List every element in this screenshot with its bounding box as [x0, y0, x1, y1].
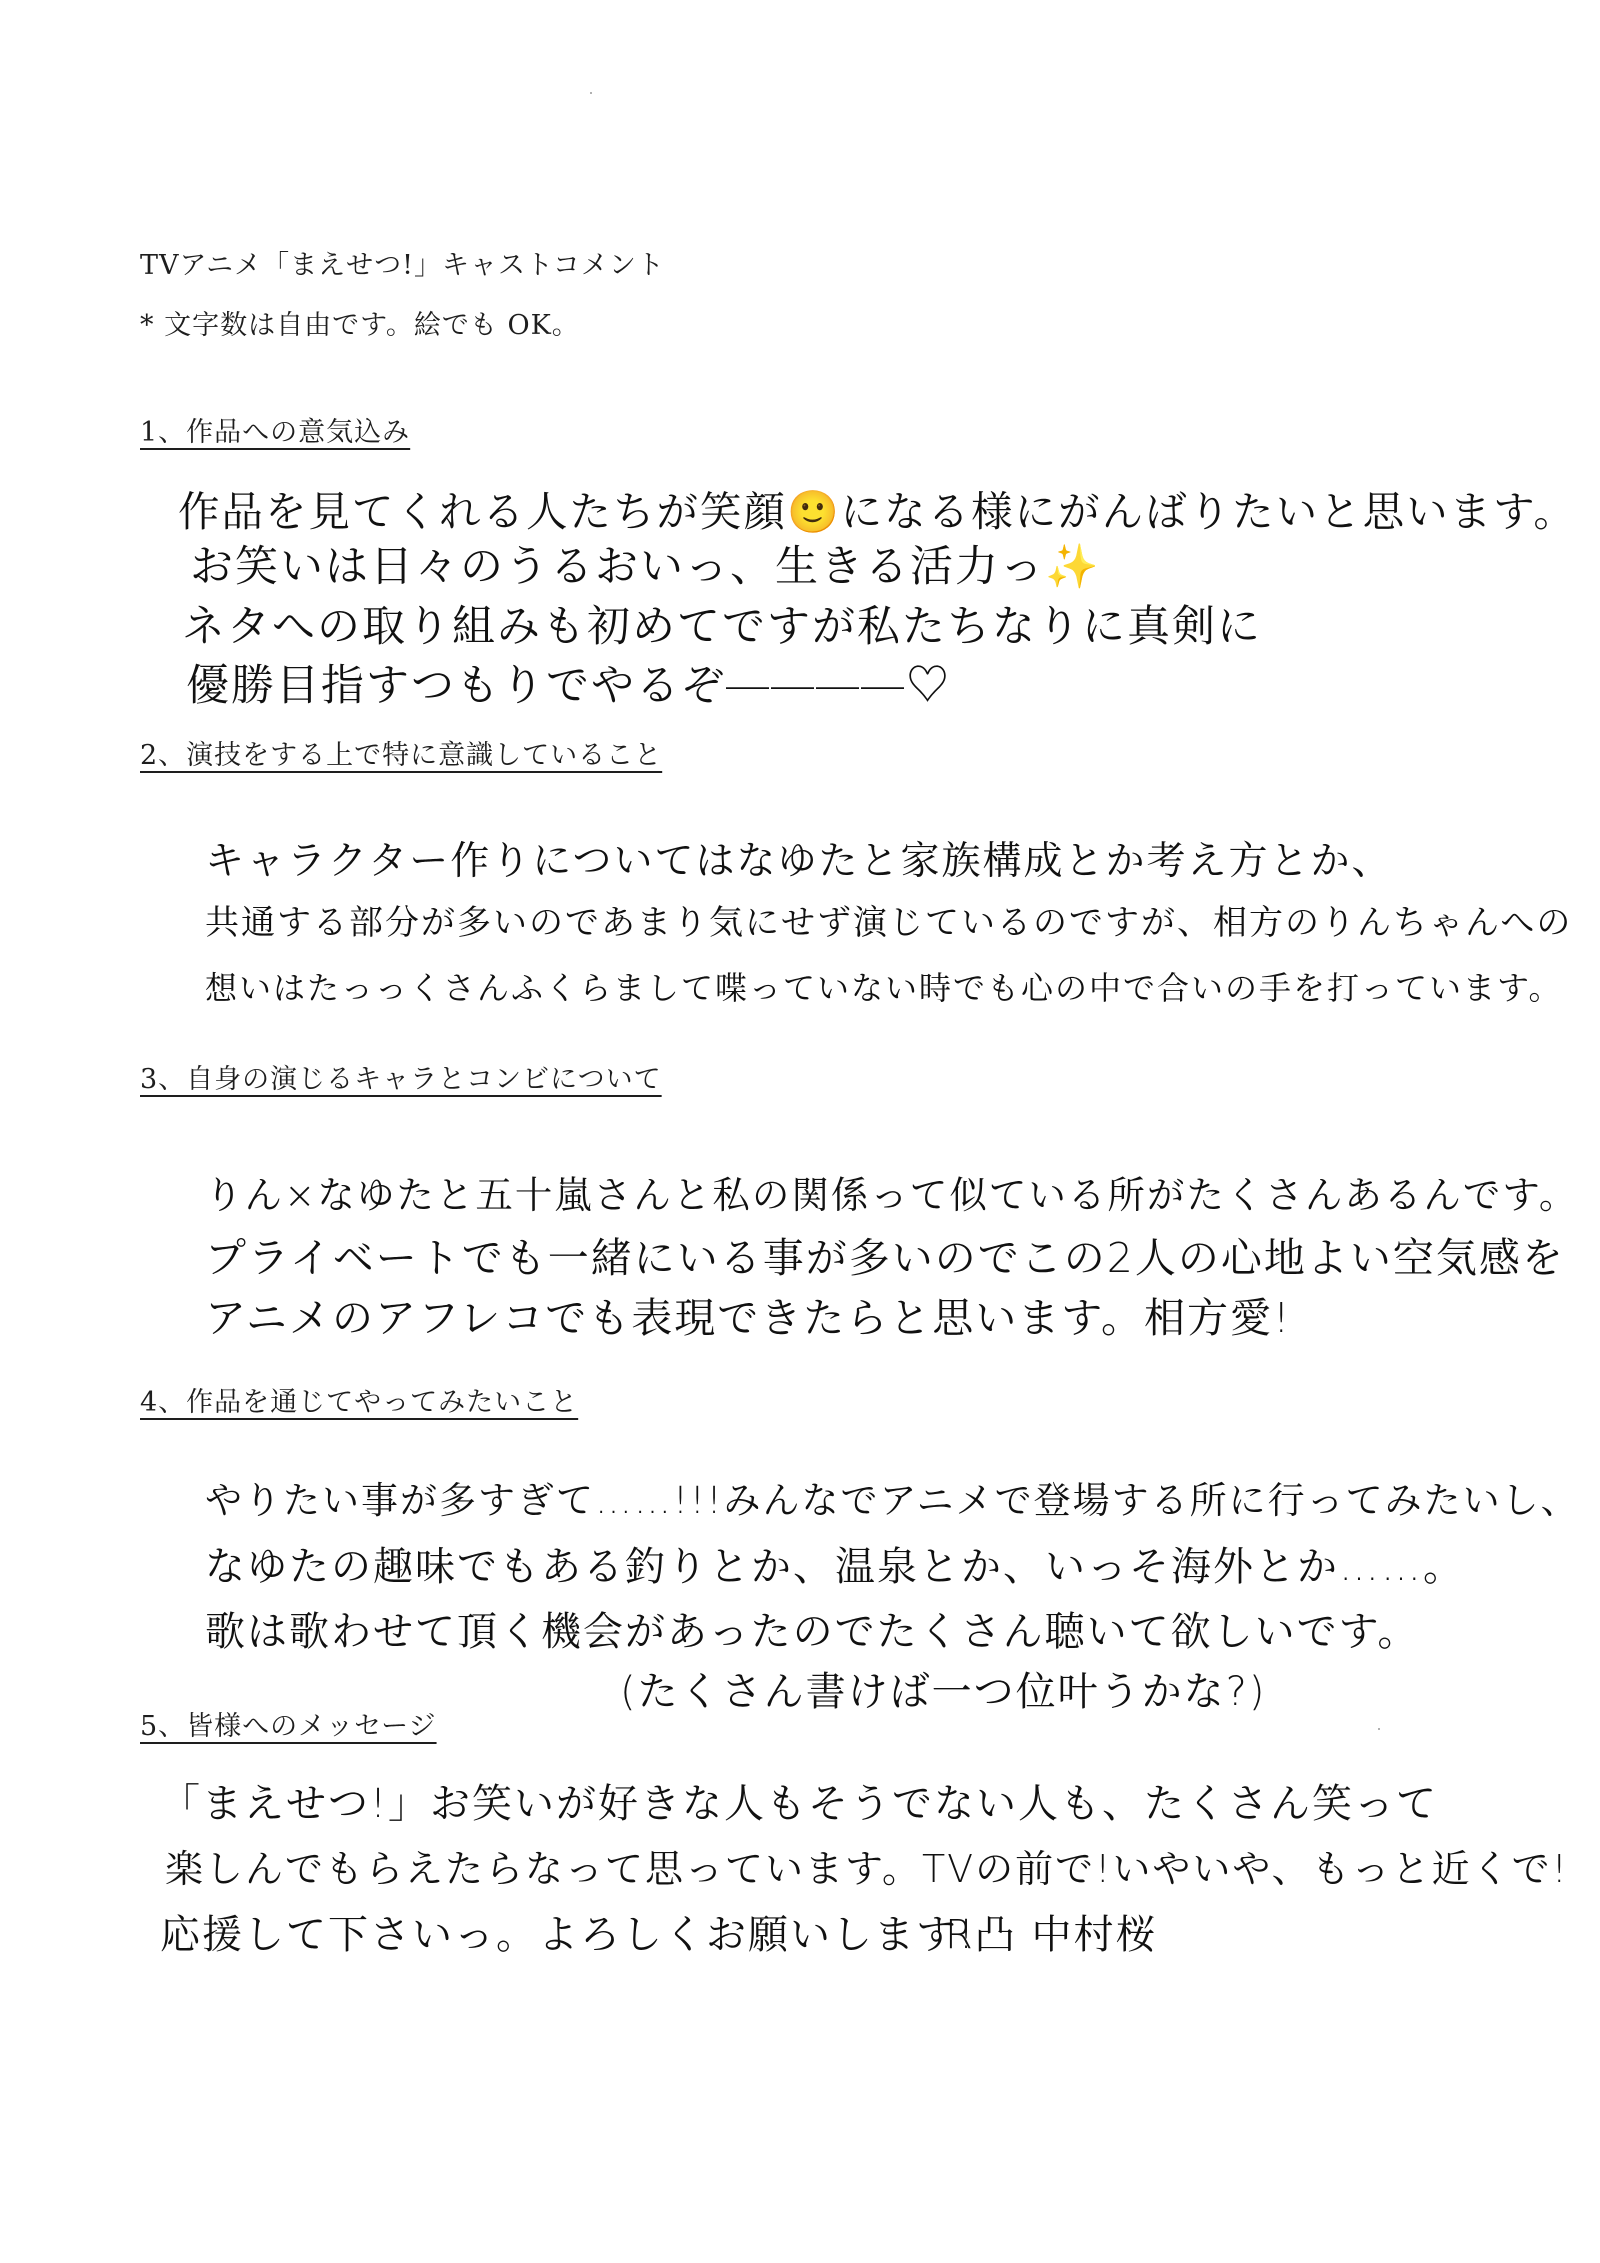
section-4-line-3: 歌は歌わせて頂く機会があったのでたくさん聴いて欲しいです。	[205, 1609, 1420, 1655]
section-3-line-2: プライベートでも一緒にいる事が多いのでこの2人の心地よい空気感を	[205, 1234, 1565, 1282]
section-5-line-2: 楽しんでもらえたらなって思っています。TVの前で!いやいや、もっと近くで!	[165, 1847, 1569, 1891]
document-note: * 文字数は自由です。絵でも OK。	[140, 310, 580, 341]
section-1-line-2: お笑いは日々のうるおいっ、生きる活力っ✨	[190, 542, 1101, 592]
section-1-line-1: 作品を見てくれる人たちが笑顔🙂になる様にがんばりたいと思います。	[178, 487, 1577, 536]
scan-speck	[590, 92, 592, 94]
section-2-heading: 2、演技をする上で特に意識していること	[140, 740, 663, 771]
signature: R凸 中村桜	[945, 1912, 1158, 1958]
section-3-line-3: アニメのアフレコでも表現できたらと思います。相方愛!	[205, 1294, 1292, 1342]
section-4-heading: 4、作品を通じてやってみたいこと	[140, 1387, 579, 1418]
section-4-line-1: やりたい事が多すぎて……!!!みんなでアニメで登場する所に行ってみたいし、	[205, 1479, 1580, 1522]
section-3-heading: 3、自身の演じるキャラとコンビについて	[140, 1064, 662, 1095]
section-5-heading: 5、皆様へのメッセージ	[140, 1711, 437, 1742]
section-4-line-2: なゆたの趣味でもある釣りとか、温泉とか、いっそ海外とか……。	[205, 1544, 1465, 1590]
section-4-line-4: (たくさん書けば一つ位叶うかな?)	[620, 1669, 1267, 1715]
section-1-line-3: ネタへの取り組みも初めてですが私たちなりに真剣に	[182, 602, 1262, 652]
section-5-line-1: 「まえせつ!」お笑いが好きな人もそうでない人も、たくさん笑って	[160, 1781, 1439, 1827]
section-2-line-2: 共通する部分が多いのであまり気にせず演じているのですが、相方のりんちゃんへの	[205, 903, 1573, 943]
scan-speck	[1378, 1728, 1380, 1730]
section-5-line-3: 応援して下さいっ。よろしくお願いします!	[160, 1912, 977, 1958]
section-1-heading: 1、作品への意気込み	[140, 417, 411, 448]
section-2-line-3: 想いはたっっくさんふくらまして喋っていない時でも心の中で合いの手を打っています。	[205, 969, 1563, 1007]
section-1-line-4: 優勝目指すつもりでやるぞ――――♡	[186, 661, 951, 711]
section-3-line-1: りん×なゆたと五十嵐さんと私の関係って似ている所がたくさんあるんです。	[205, 1173, 1579, 1217]
document-title: TVアニメ「まえせつ!」キャストコメント	[140, 250, 665, 281]
section-2-line-1: キャラクター作りについてはなゆたと家族構成とか考え方とか、	[205, 839, 1393, 884]
